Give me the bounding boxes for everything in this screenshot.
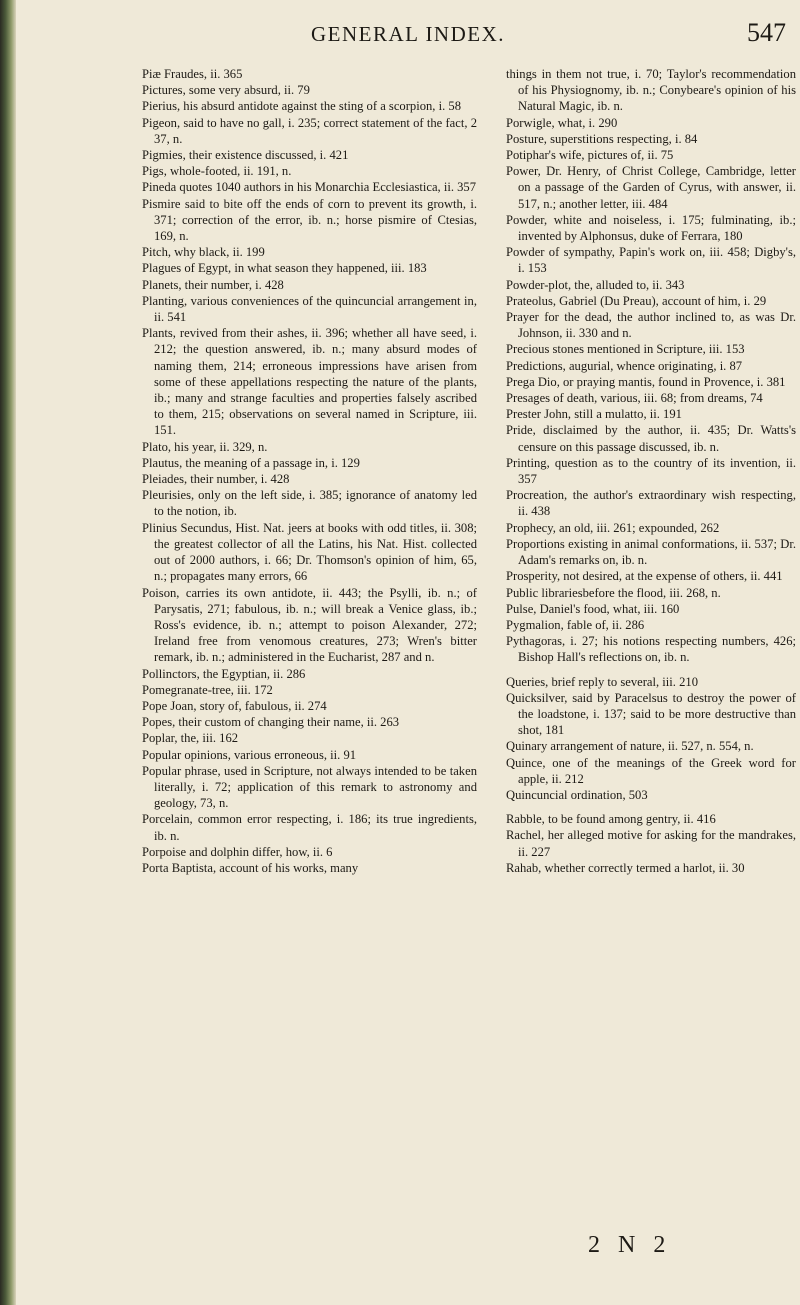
index-entry: Pierius, his absurd antidote against the sting of a scorpion, i. 58 [142,99,461,114]
index-entry: Pitch, why black, ii. 199 [142,245,265,260]
running-head: GENERAL INDEX. [310,22,506,46]
index-entry: Prateolus, Gabriel (Du Preau), account of him, i. 29 [506,293,767,308]
index-entry: Quincuncial ordination, 503 [506,787,648,802]
index-entry: Prega Dio, or praying mantis, found in Provence, i. 381 [506,374,786,389]
index-entry: Porpoise and dolphin differ, how, ii. 6 [142,844,333,859]
index-entry: Precious stones mentioned in Scripture, iii. 153 [506,342,745,357]
index-entry: Plautus, the meaning of a passage in, i. 129 [142,455,360,470]
index-entry: Quicksilver, said by Paracelsus to destroy the power of the loadstone, i. 137; said to be more destructive than shot, 181 [506,690,796,738]
index-entry: Powder-plot, the, alluded to, ii. 343 [506,277,685,292]
signature-mark: 2 N 2 [588,1232,672,1258]
index-entry: Rabble, to be found among gentry, ii. 416 [506,812,716,827]
index-entry: Power, Dr. Henry, of Christ College, Cambridge, letter on a passage of the Garden of Cyrus, with answer, ii. 517, n.; another letter, iii. 484 [506,164,796,211]
index-entry: Poison, carries its own antidote, ii. 443; the Psylli, ib. n.; of Parysatis, 271; fabulous, ib. n.; will break a Venice glass, ib.; Ross's evidence, ib. n.; attempt to poison Alexander, 272; Ireland free from venomous creatures, 273; Wren's bitter remark, ib. n.; administered in the Eucharist, 287 and n. [142,585,477,665]
index-entry: Plagues of Egypt, in what season they happened, iii. 183 [142,261,427,276]
index-entry: Public librariesbefore the flood, iii. 268, n. [506,585,721,600]
index-column-right [506,66,796,876]
index-entry: Powder, white and noiseless, i. 175; fulminating, ib.; invented by Alphonsus, duke of Ferrara, 180 [506,212,796,244]
index-entry: Procreation, the author's extraordinary wish respecting, ii. 438 [506,488,796,519]
index-entry: Pollinctors, the Egyptian, ii. 286 [142,666,306,681]
page-number: 547 [747,18,786,47]
index-entry: Pismire said to bite off the ends of corn to prevent its growth, i. 371; correction of the error, ib. n.; horse pismire of Ctesias, 169, n. [142,196,477,244]
index-entry: Pleurisies, only on the left side, i. 385; ignorance of anatomy led to the notion, ib. [142,488,477,519]
index-entry: Potiphar's wife, pictures of, ii. 75 [506,148,674,163]
index-page [16,0,800,1305]
index-entry: Posture, superstitions respecting, i. 84 [506,131,698,146]
index-entry: Predictions, augurial, whence originating, i. 87 [506,358,743,373]
index-entry: Pleiades, their number, i. 428 [142,472,290,487]
index-entry: Prophecy, an old, iii. 261; expounded, 262 [506,520,720,535]
index-entry: Plants, revived from their ashes, ii. 396; whether all have seed, i. 212; the question answered, ib. n.; many absurd modes of naming them, 214; erroneous impressions have arisen from some of these appellations respecting the nature of the plants, ib.; many and strange faculties and properties falsely ascribed to them, 215; observations on several named in Scripture, iii. 151. [142,326,477,438]
index-entry: Pride, disclaimed by the author, ii. 435; Dr. Watts's censure on this passage discussed, ib. n. [506,423,796,454]
index-entry: Pope Joan, story of, fabulous, ii. 274 [142,698,327,713]
index-entry: Pulse, Daniel's food, what, iii. 160 [506,601,680,616]
page-header [16,14,800,54]
index-entry: Piæ Fraudes, ii. 365 [142,67,243,81]
index-entry: Powder of sympathy, Papin's work on, iii. 458; Digby's, i. 153 [506,245,796,276]
index-entry: Plato, his year, ii. 329, n. [142,439,268,454]
index-entry: Pictures, some very absurd, ii. 79 [142,83,310,98]
index-entry: things in them not true, i. 70; Taylor's recommendation of his Physiognomy, ib. n.; Conybeare's opinion of his Natural Magic, ib. n. [506,67,796,114]
index-entry: Pythagoras, i. 27; his notions respecting numbers, 426; Bishop Hall's reflections on, ib. n. [506,634,796,665]
index-entry: Rahab, whether correctly termed a harlot, ii. 30 [506,860,745,875]
index-entry: Quince, one of the meanings of the Greek word for apple, ii. 212 [506,755,796,786]
index-entry: Planets, their number, i. 428 [142,277,284,292]
index-entry: Printing, question as to the country of its invention, ii. 357 [506,455,796,487]
index-entry: Poplar, the, iii. 162 [142,731,239,746]
index-entry: Pygmalion, fable of, ii. 286 [506,617,645,632]
index-entry: Popular opinions, various erroneous, ii. 91 [142,747,357,762]
index-entry: Planting, various conveniences of the quincuncial arrangement in, ii. 541 [142,293,477,325]
index-entry: Pigs, whole-footed, ii. 191, n. [142,164,292,179]
index-entry: Quinary arrangement of nature, ii. 527, n. 554, n. [506,739,754,754]
index-entry: Prosperity, not desired, at the expense of others, ii. 441 [506,569,783,584]
index-entry: Pomegranate-tree, iii. 172 [142,682,273,697]
index-entry: Pigeon, said to have no gall, i. 235; correct statement of the fact, 2 37, n. [142,115,477,146]
index-entry: Pigmies, their existence discussed, i. 421 [142,148,349,163]
index-entry: Plinius Secundus, Hist. Nat. jeers at books with odd titles, ii. 308; the greatest collector of all the Latins, his Nat. Hist. collected out of 2000 authors, i. 66; Dr. Thomson's opinion of him, 65, n.; propagates many errors, 66 [142,520,477,584]
book-binding-edge [0,0,16,1305]
index-entry: Prayer for the dead, the author inclined to, as was Dr. Johnson, ii. 330 and n. [506,310,796,341]
index-entry: Prester John, still a mulatto, ii. 191 [506,407,682,422]
index-entry: Presages of death, various, iii. 68; from dreams, 74 [506,391,763,406]
index-entry: Popular phrase, used in Scripture, not always intended to be taken literally, i. 72; application of this remark to astronomy and geology, 73, n. [142,763,477,811]
index-entry: Porwigle, what, i. 290 [506,115,618,130]
index-column-left [142,66,477,876]
index-entry: Rachel, her alleged motive for asking for the mandrakes, ii. 227 [506,828,796,859]
index-entry: Popes, their custom of changing their name, ii. 263 [142,715,400,730]
index-entry: Queries, brief reply to several, iii. 210 [506,674,698,689]
index-entry: Pineda quotes 1040 authors in his Monarchia Ecclesiastica, ii. 357 [142,180,477,195]
index-entry: Porta Baptista, account of his works, many [142,860,359,875]
index-entry: Proportions existing in animal conformations, ii. 537; Dr. Adam's remarks on, ib. n. [506,536,796,568]
index-entry: Porcelain, common error respecting, i. 186; its true ingredients, ib. n. [142,812,477,843]
